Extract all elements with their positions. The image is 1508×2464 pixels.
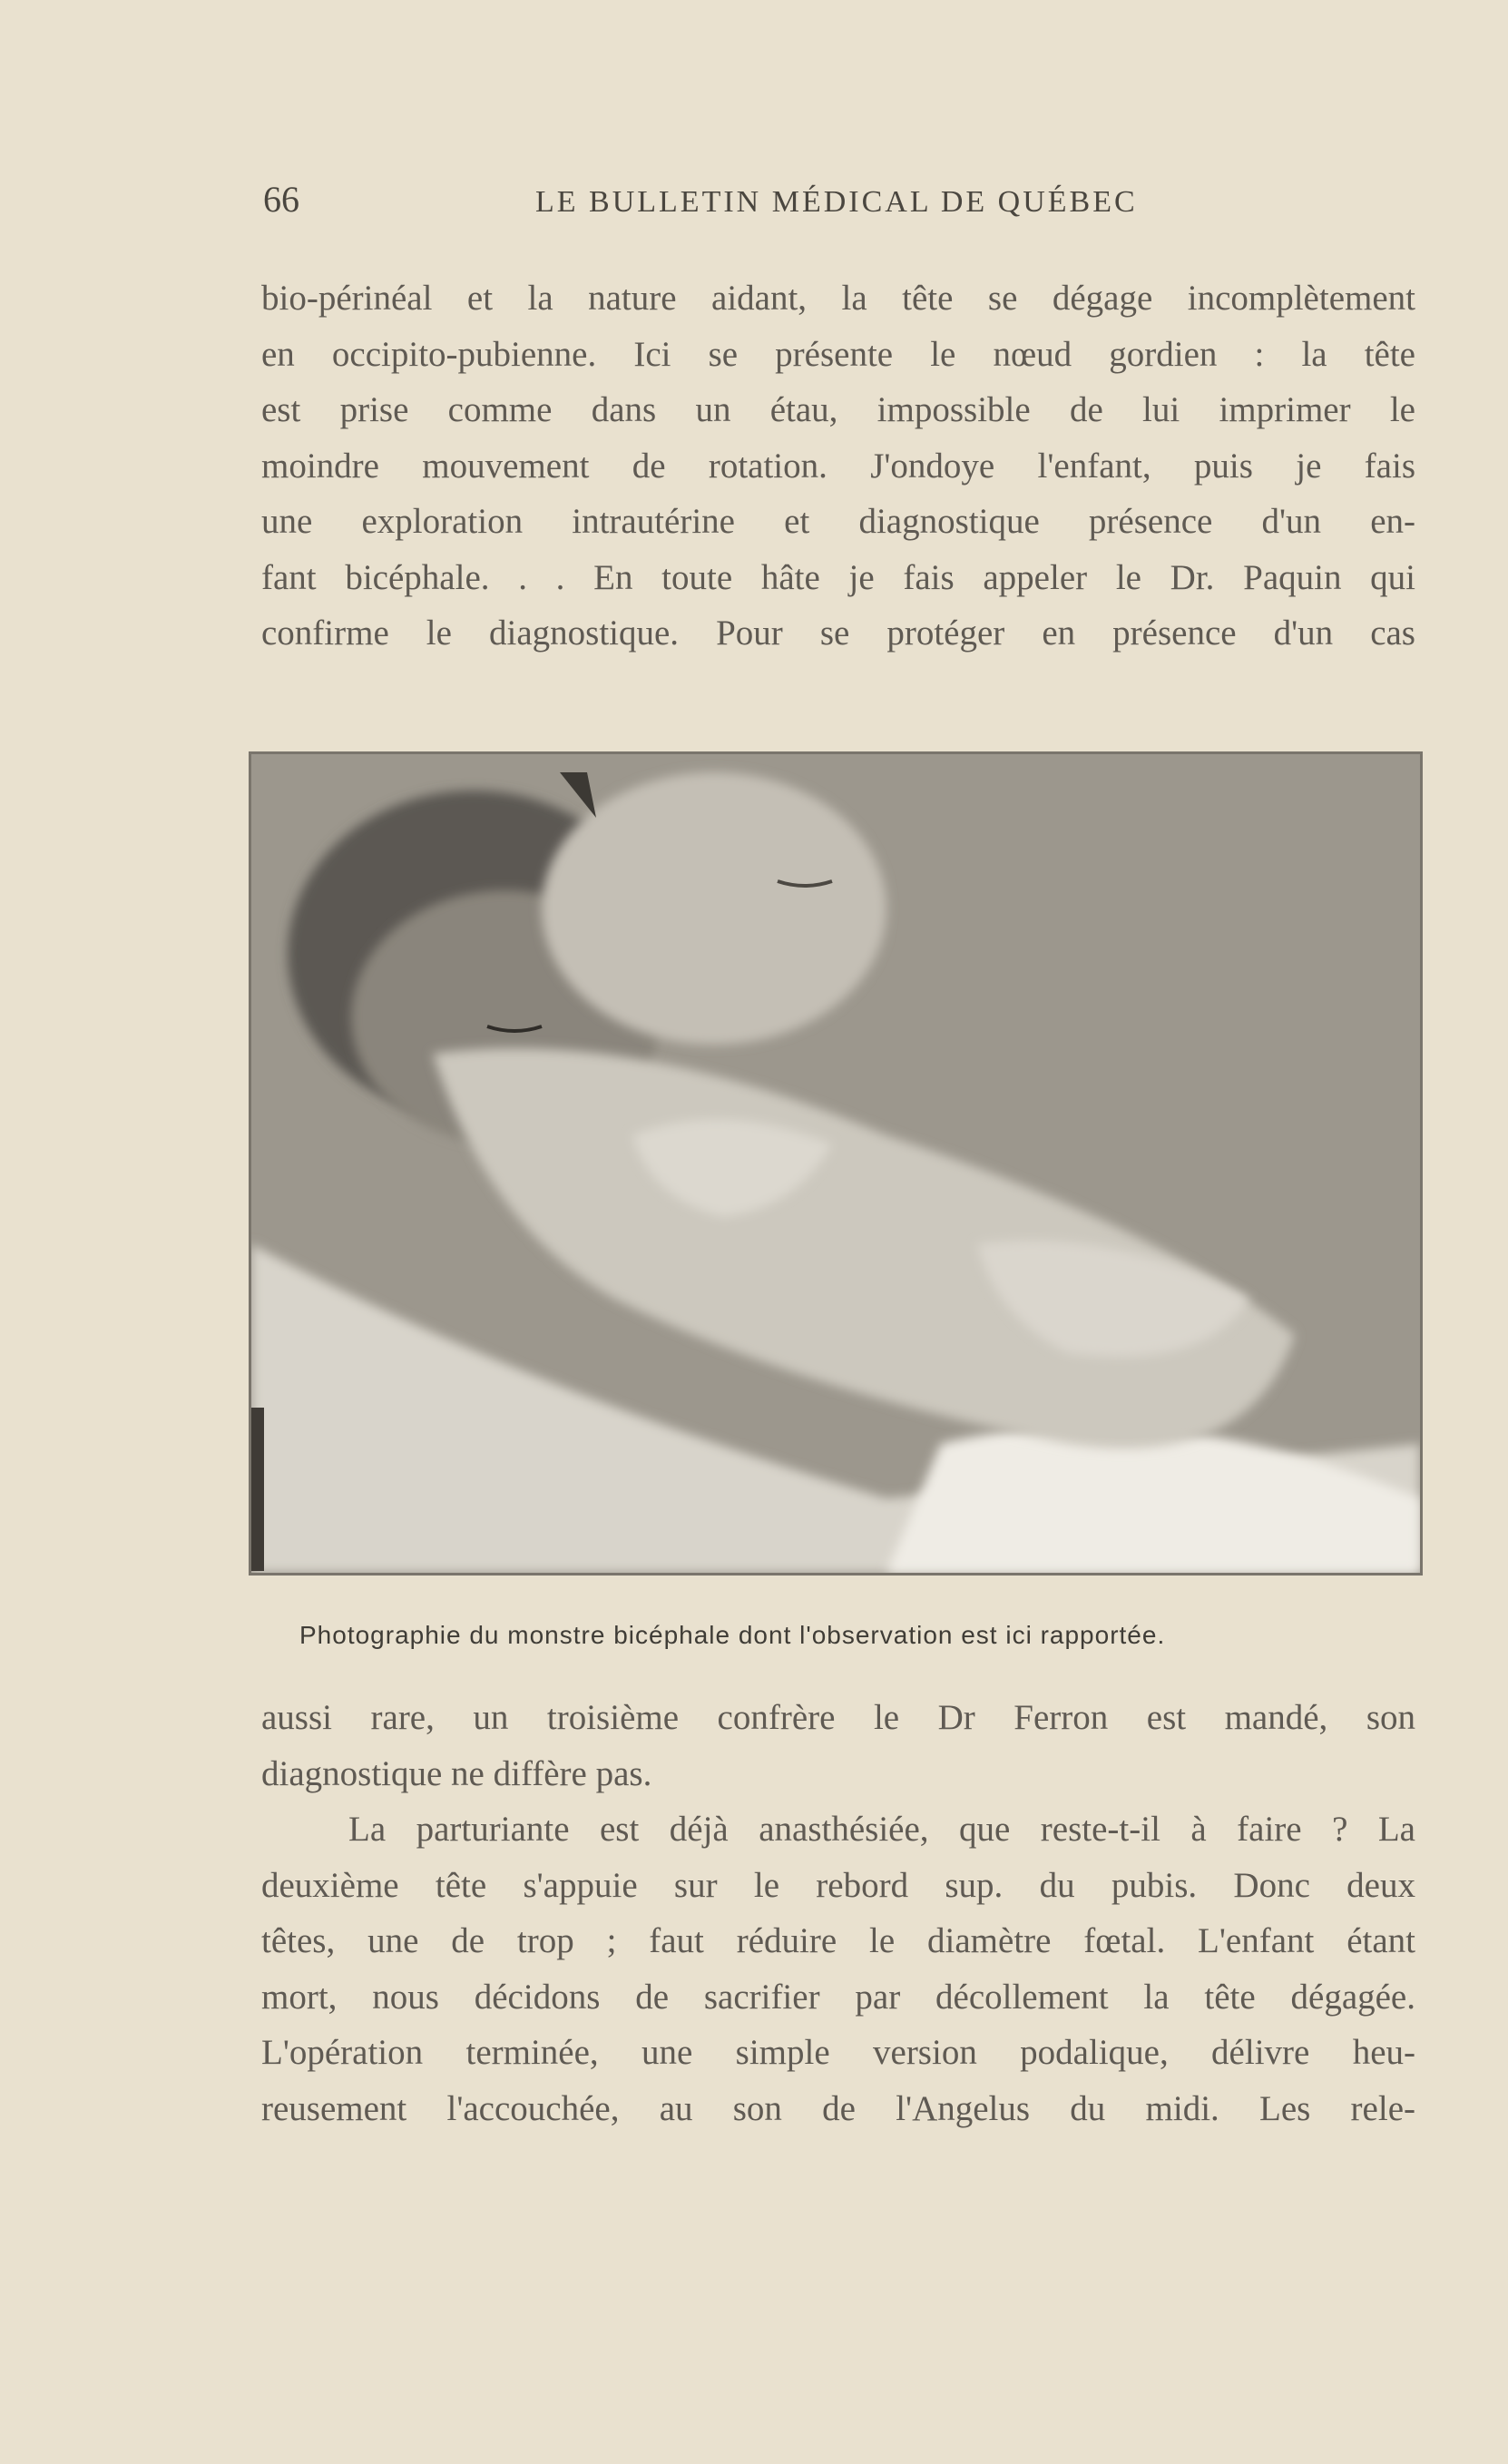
text-line: têtes, une de trop ; faut réduire le diamètre fœtal. L'enfant étant bbox=[261, 1921, 1415, 1960]
text-line: diagnostique ne diffère pas. bbox=[261, 1753, 652, 1793]
paragraph-top bbox=[261, 270, 1415, 662]
text-line: bio-périnéal et la nature aidant, la tête se dégage incomplètement bbox=[261, 279, 1415, 318]
photograph-illustration bbox=[251, 754, 1420, 1573]
page-number: 66 bbox=[263, 179, 299, 220]
paragraph-bottom bbox=[261, 1690, 1415, 2136]
text-line: moindre mouvement de rotation. J'ondoye l'enfant, puis je fais bbox=[261, 446, 1415, 486]
infant-photograph bbox=[249, 751, 1423, 1576]
text-line: mort, nous décidons de sacrifier par décollement la tête dégagée. bbox=[261, 1977, 1415, 2017]
text-line: aussi rare, un troisième confrère le Dr Ferron est mandé, son bbox=[261, 1698, 1415, 1737]
running-title: LE BULLETIN MÉDICAL DE QUÉBEC bbox=[535, 185, 1138, 219]
figure-caption: Photographie du monstre bicéphale dont l'observation est ici rapportée. bbox=[299, 1621, 1166, 1649]
text-line: L'opération terminée, une simple version podalique, délivre heu- bbox=[261, 2033, 1415, 2072]
text-line: reusement l'accouchée, au son de l'Angelus du midi. Les rele- bbox=[261, 2088, 1415, 2128]
text-line: La parturiante est déjà anasthésiée, que reste-t-il à faire ? La bbox=[348, 1810, 1415, 1849]
text-line: fant bicéphale. . . En toute hâte je fais appeler le Dr. Paquin qui bbox=[261, 557, 1415, 597]
text-line: confirme le diagnostique. Pour se protéger en présence d'un cas bbox=[261, 614, 1415, 653]
page-header bbox=[263, 178, 1415, 232]
text-line: est prise comme dans un étau, impossible de lui imprimer le bbox=[261, 390, 1415, 429]
text-line: deuxième tête s'appuie sur le rebord sup. du pubis. Donc deux bbox=[261, 1865, 1415, 1905]
text-line: en occipito-pubienne. Ici se présente le nœud gordien : la tête bbox=[261, 334, 1415, 374]
text-line: une exploration intrautérine et diagnostique présence d'un en- bbox=[261, 502, 1415, 541]
